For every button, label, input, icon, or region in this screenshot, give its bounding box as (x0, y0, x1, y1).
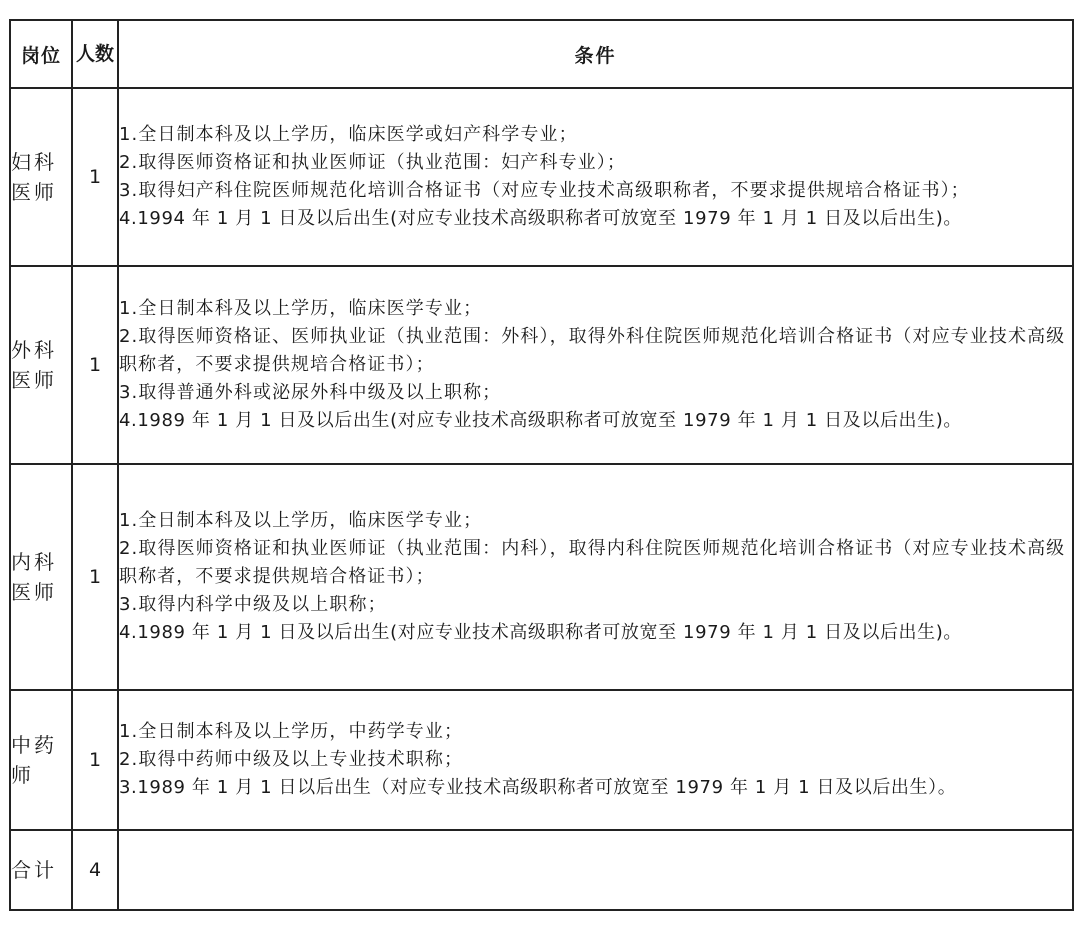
position-cell: 外科医师 (10, 266, 72, 464)
header-row (10, 20, 1073, 88)
count-cell: 1 (72, 266, 118, 464)
condition-line: 2.取得医师资格证和执业医师证（执业范围：妇产科专业）； (119, 152, 626, 173)
condition-line: 1.全日制本科及以上学历，临床医学专业； (119, 510, 483, 531)
count-cell: 1 (72, 464, 118, 690)
condition-line: 3.取得内科学中级及以上职称； (119, 594, 387, 615)
table-row (10, 88, 1073, 266)
total-label: 合计 (10, 830, 72, 910)
condition-line: 2.取得医师资格证和执业医师证（执业范围：内科），取得内科住院医师规范化培训合格证书（对应专业技术高级职称者，不要求提供规培合格证书）； (119, 538, 1066, 587)
header-count: 人数 (72, 20, 118, 88)
total-row (10, 830, 1073, 910)
condition-line: 2.取得医师资格证、医师执业证（执业范围：外科），取得外科住院医师规范化培训合格证书（对应专业技术高级职称者，不要求提供规培合格证书）； (119, 326, 1066, 375)
requirements-table (9, 19, 1074, 911)
condition-line: 4.1989 年 1 月 1 日及以后出生(对应专业技术高级职称者可放宽至 1979 年 1 月 1 日及以后出生)。 (119, 410, 962, 431)
condition-line: 1.全日制本科及以上学历，中药学专业； (119, 721, 464, 742)
conditions-cell (118, 88, 1073, 266)
position-cell: 妇科医师 (10, 88, 72, 266)
count-cell: 1 (72, 690, 118, 830)
count-cell: 1 (72, 88, 118, 266)
conditions-cell (118, 464, 1073, 690)
conditions-cell (118, 266, 1073, 464)
position-cell: 中药师 (10, 690, 72, 830)
condition-line: 3.取得普通外科或泌尿外科中级及以上职称； (119, 382, 502, 403)
position-cell: 内科医师 (10, 464, 72, 690)
header-conditions: 条件 (118, 20, 1073, 88)
condition-line: 3.取得妇产科住院医师规范化培训合格证书（对应专业技术高级职称者，不要求提供规培合格证书）； (119, 180, 970, 201)
conditions-cell (118, 690, 1073, 830)
condition-line: 2.取得中药师中级及以上专业技术职称； (119, 749, 464, 770)
header-position: 岗位 (10, 20, 72, 88)
table-row (10, 690, 1073, 830)
table-row (10, 266, 1073, 464)
condition-line: 4.1994 年 1 月 1 日及以后出生(对应专业技术高级职称者可放宽至 1979 年 1 月 1 日及以后出生)。 (119, 208, 962, 229)
table-row (10, 464, 1073, 690)
total-count: 4 (72, 830, 118, 910)
condition-line: 3.1989 年 1 月 1 日以后出生（对应专业技术高级职称者可放宽至 1979 年 1 月 1 日及以后出生）。 (119, 777, 957, 798)
condition-line: 1.全日制本科及以上学历，临床医学专业； (119, 298, 483, 319)
condition-line: 1.全日制本科及以上学历，临床医学或妇产科学专业； (119, 124, 578, 145)
total-conditions (118, 830, 1073, 910)
condition-line: 4.1989 年 1 月 1 日及以后出生(对应专业技术高级职称者可放宽至 1979 年 1 月 1 日及以后出生)。 (119, 622, 962, 643)
